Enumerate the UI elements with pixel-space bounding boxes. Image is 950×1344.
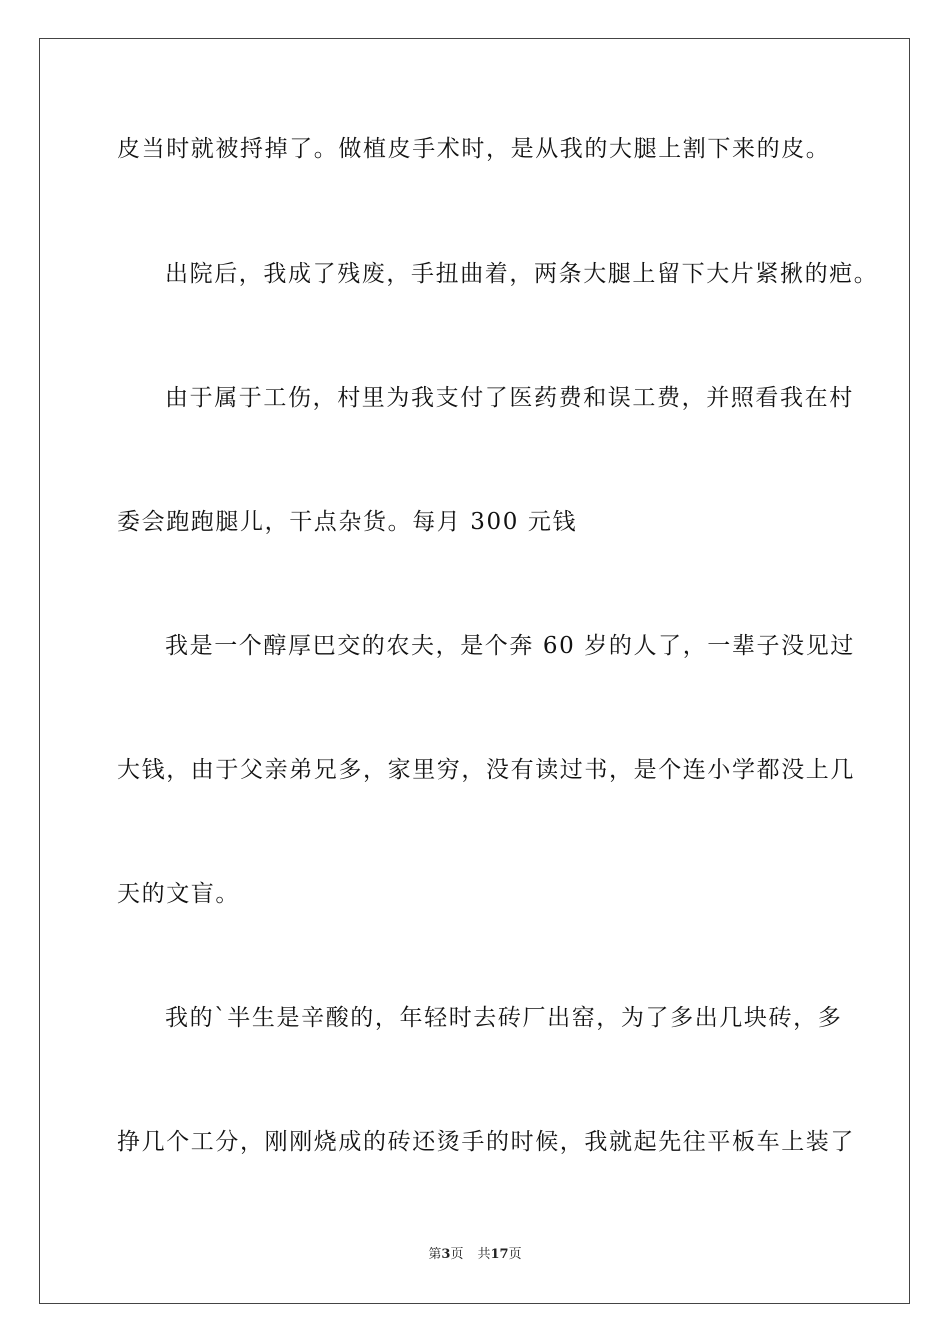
body-line-5: 我是一个醇厚巴交的农夫，是个奔 60 岁的人了，一辈子没见过 [165, 633, 855, 659]
page-prefix: 第 [428, 1247, 442, 1262]
body-line-9: 挣几个工分，刚刚烧成的砖还烫手的时候，我就起先往平板车上装了 [117, 1129, 855, 1155]
page-number: 3 [441, 1247, 451, 1262]
page-suffix: 页 [450, 1247, 464, 1262]
page-footer [0, 1246, 950, 1264]
total-pages: 17 [490, 1247, 509, 1262]
body-line-7: 天的文盲。 [117, 881, 240, 907]
body-line-3: 由于属于工伤，村里为我支付了医药费和误工费，并照看我在村 [165, 385, 854, 411]
total-prefix: 共 [477, 1247, 491, 1262]
body-line-4: 委会跑跑腿儿，干点杂货。每月 300 元钱 [117, 509, 578, 535]
body-line-2: 出院后，我成了残废，手扭曲着，两条大腿上留下大片紧揪的疤。 [165, 261, 879, 287]
body-line-1: 皮当时就被捋掉了。做植皮手术时，是从我的大腿上割下来的皮。 [117, 136, 831, 162]
body-line-6: 大钱，由于父亲弟兄多，家里穷，没有读过书，是个连小学都没上几 [117, 757, 855, 783]
total-suffix: 页 [508, 1247, 522, 1262]
body-line-8: 我的`半生是辛酸的，年轻时去砖厂出窑，为了多出几块砖，多 [165, 1005, 843, 1031]
page-border [39, 38, 910, 1304]
